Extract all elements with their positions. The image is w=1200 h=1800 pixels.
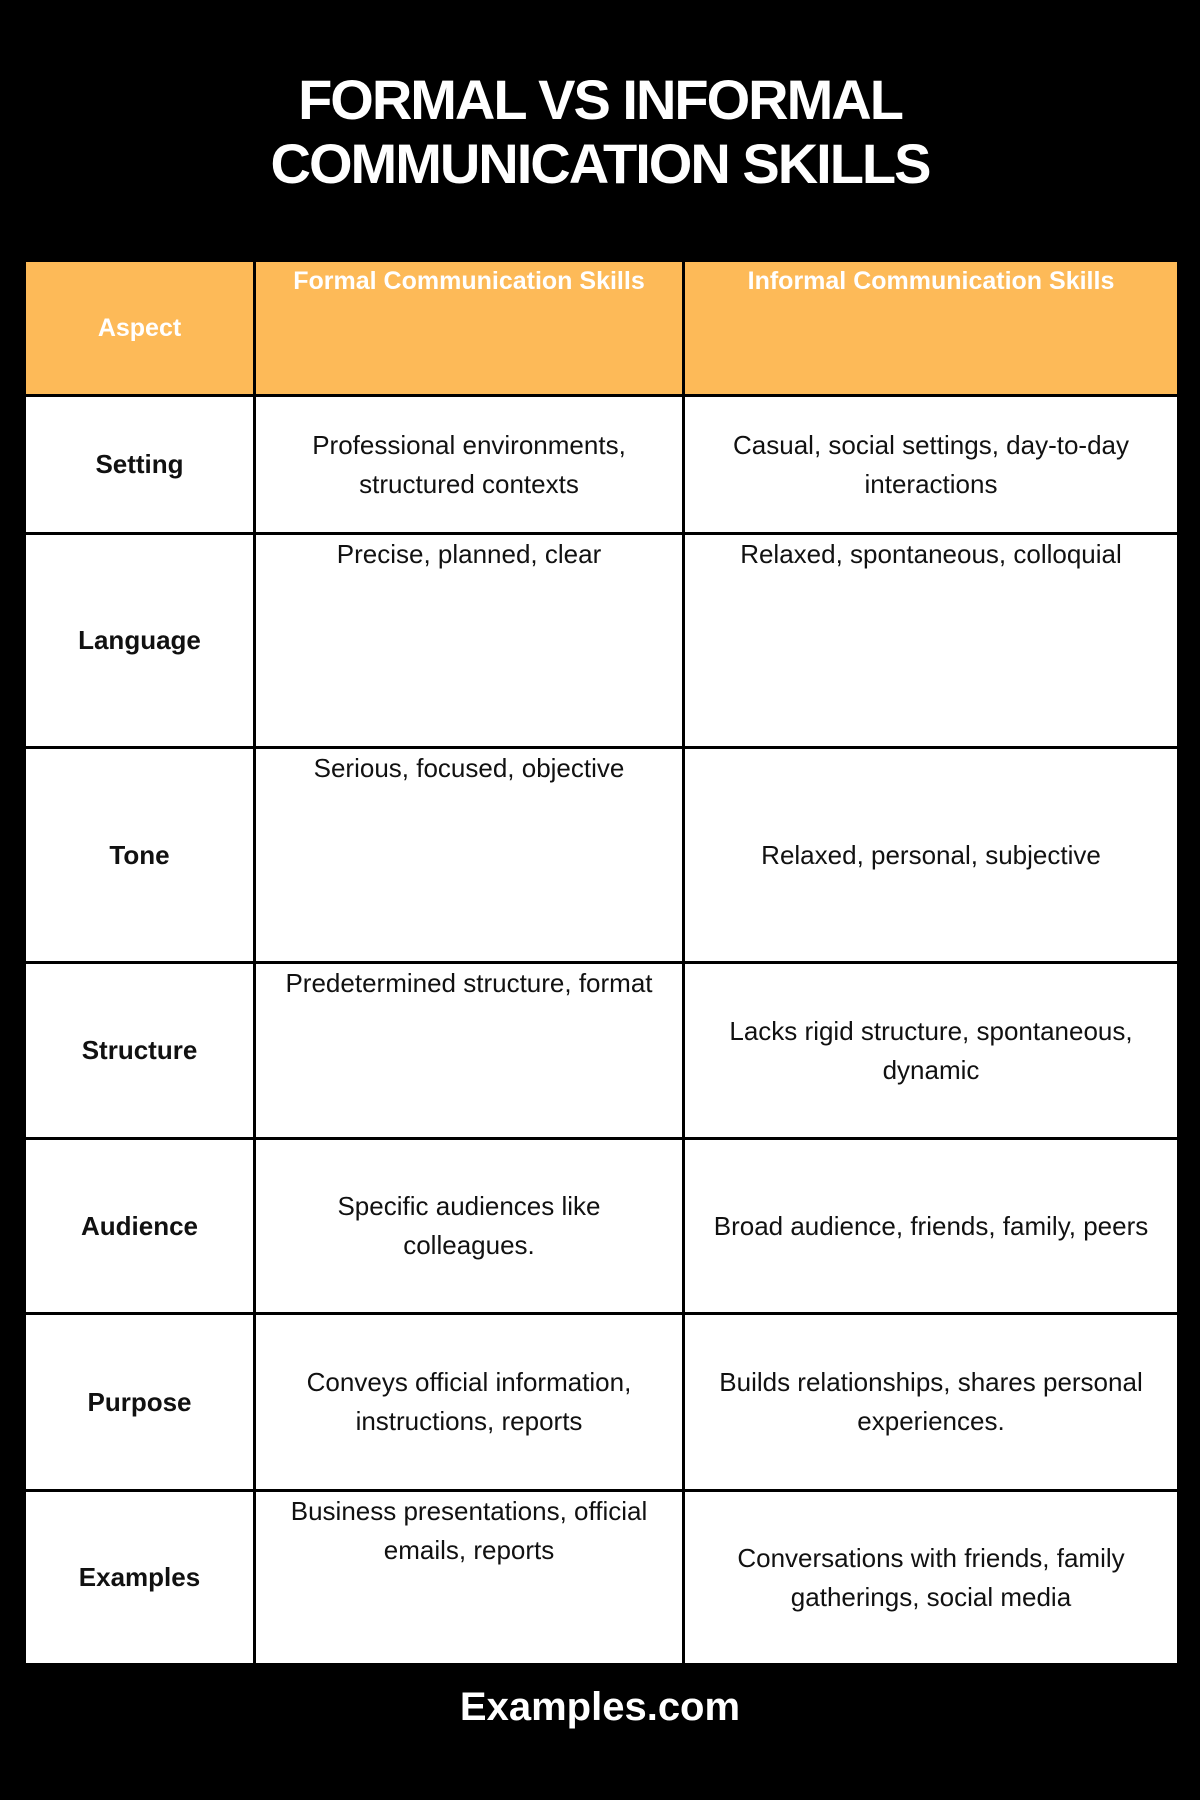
formal-cell: Specific audiences like colleagues. <box>255 1139 684 1314</box>
informal-cell: Casual, social settings, day-to-day interactions <box>684 396 1179 534</box>
page-title <box>0 68 1200 196</box>
informal-cell: Broad audience, friends, family, peers <box>684 1139 1179 1314</box>
table-row <box>25 534 1179 748</box>
table-row <box>25 1314 1179 1491</box>
formal-cell: Serious, focused, objective <box>255 748 684 963</box>
formal-cell: Business presentations, official emails, reports <box>255 1491 684 1665</box>
table-row <box>25 396 1179 534</box>
informal-cell: Relaxed, personal, subjective <box>684 748 1179 963</box>
informal-cell: Relaxed, spontaneous, colloquial <box>684 534 1179 748</box>
table-row <box>25 963 1179 1139</box>
aspect-cell: Audience <box>25 1139 255 1314</box>
title-line-1: FORMAL VS INFORMAL <box>298 68 902 131</box>
formal-cell: Predetermined structure, format <box>255 963 684 1139</box>
title-line-2: COMMUNICATION SKILLS <box>270 132 930 195</box>
aspect-cell: Setting <box>25 396 255 534</box>
table-row <box>25 1491 1179 1665</box>
aspect-cell: Structure <box>25 963 255 1139</box>
table-row <box>25 1139 1179 1314</box>
informal-cell: Lacks rigid structure, spontaneous, dynamic <box>684 963 1179 1139</box>
aspect-cell: Purpose <box>25 1314 255 1491</box>
comparison-table <box>23 259 1180 1666</box>
header-formal: Formal Communication Skills <box>255 261 684 396</box>
header-informal: Informal Communication Skills <box>684 261 1179 396</box>
brand-footer: Examples.com <box>459 1685 741 1729</box>
informal-cell: Builds relationships, shares personal experiences. <box>684 1314 1179 1491</box>
aspect-cell: Tone <box>25 748 255 963</box>
formal-cell: Conveys official information, instructions, reports <box>255 1314 684 1491</box>
table-header-row <box>25 261 1179 396</box>
formal-cell: Professional environments, structured contexts <box>255 396 684 534</box>
informal-cell: Conversations with friends, family gatherings, social media <box>684 1491 1179 1665</box>
aspect-cell: Language <box>25 534 255 748</box>
table-row <box>25 748 1179 963</box>
header-aspect: Aspect <box>25 261 255 396</box>
formal-cell: Precise, planned, clear <box>255 534 684 748</box>
aspect-cell: Examples <box>25 1491 255 1665</box>
